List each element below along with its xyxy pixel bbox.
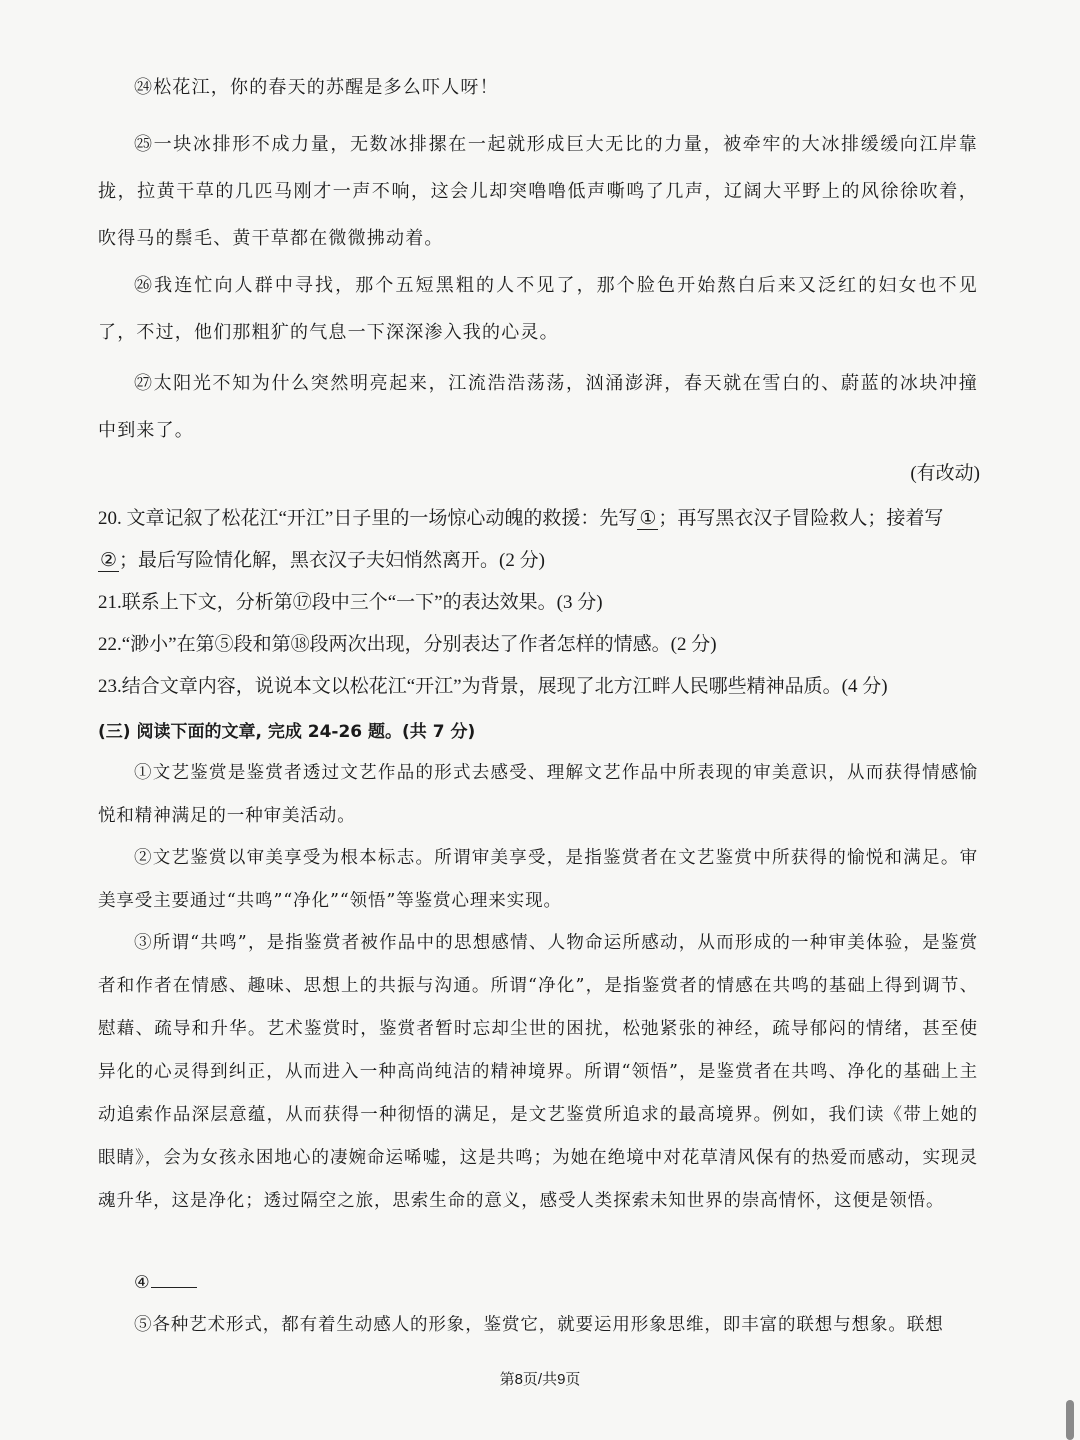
question-20-text-a: 20. 文章记叙了松花江“开江”日子里的一场惊心动魄的救援：先写	[98, 508, 638, 529]
question-22: 22.“渺小”在第⑤段和第⑱段两次出现，分别表达了作者怎样的情感。(2 分)	[98, 634, 717, 655]
scrollbar-thumb[interactable]	[1066, 1400, 1074, 1440]
answer-blank-1[interactable]: ①	[639, 508, 657, 529]
section-heading: (三) 阅读下面的文章, 完成 24-26 题。(共 7 分)	[98, 722, 476, 742]
paragraph-27: ㉗太阳光不知为什么突然明亮起来，江流浩浩荡荡，汹涌澎湃，春天就在雪白的、蔚蓝的冰块冲撞中到来了。	[98, 373, 978, 441]
essay-paragraph-4	[98, 1262, 978, 1305]
question-20-text-b: ；再写黑衣汉子冒险救人；接着写	[658, 508, 944, 529]
question-20-text-c: ；最后写险情化解，黑衣汉子夫妇悄然离开。(2 分)	[119, 550, 545, 571]
essay-paragraph-3: ③所谓“共鸣”，是指鉴赏者被作品中的思想感情、人物命运所感动，从而形成的一种审美体验，是鉴赏者和作者在情感、趣味、思想上的共振与沟通。所谓“净化”，是指鉴赏者的情感在共鸣的基础上得到调节、慰藉、疏导和升华。艺术鉴赏时，鉴赏者暂时忘却尘世的困扰，松弛紧张的神经，疏导郁闷的情绪，甚至使异化的心灵得到纠正，从而进入一种高尚纯洁的精神境界。所谓“领悟”，是鉴赏者在共鸣、净化的基础上主动追索作品深层意蕴，从而获得一种彻悟的满足，是文艺鉴赏所追求的最高境界。例如，我们读《带上她的眼睛》，会为女孩永困地心的凄婉命运唏嘘，这是共鸣；为她在绝境中对花草清风保有的热爱而感动，实现灵魂升华，这是净化；透过隔空之旅，思索生命的意义，感受人类探索未知世界的崇高情怀，这便是领悟。	[98, 933, 978, 1211]
question-20	[98, 498, 980, 582]
answer-blank-2[interactable]: ②	[100, 550, 118, 571]
paragraph-26: ㉖我连忙向人群中寻找，那个五短黑粗的人不见了，那个脸色开始熬白后来又泛红的妇女也不见了，不过，他们那粗犷的气息一下深深渗入我的心灵。	[98, 275, 978, 343]
revision-note: (有改动)	[910, 463, 980, 484]
essay-paragraph-5: ⑤各种艺术形式，都有着生动感人的形象，鉴赏它，就要运用形象思维，即丰富的联想与想象。联想	[134, 1315, 944, 1335]
page-number: 第8页/共9页	[499, 1371, 581, 1388]
paragraph-24: ㉔松花江，你的春天的苏醒是多么吓人呀！	[134, 77, 499, 98]
essay-paragraph-2: ②文艺鉴赏以审美享受为根本标志。所谓审美享受，是指鉴赏者在文艺鉴赏中所获得的愉悦和满足。审美享受主要通过“共鸣”“净化”“领悟”等鉴赏心理来实现。	[98, 848, 978, 911]
paragraph-4-blank[interactable]	[151, 1269, 197, 1288]
question-21: 21.联系上下文，分析第⑰段中三个“一下”的表达效果。(3 分)	[98, 592, 603, 613]
question-23: 23.结合文章内容，说说本文以松花江“开江”为背景，展现了北方江畔人民哪些精神品质。(4 分)	[98, 676, 888, 697]
essay-paragraph-1: ①文艺鉴赏是鉴赏者透过文艺作品的形式去感受、理解文艺作品中所表现的审美意识，从而获得情感愉悦和精神满足的一种审美活动。	[98, 763, 978, 826]
paragraph-4-number: ④	[134, 1273, 151, 1293]
paragraph-25: ㉕一块冰排形不成力量，无数冰排摞在一起就形成巨大无比的力量，被牵牢的大冰排缓缓向江岸靠拢，拉黄干草的几匹马刚才一声不响，这会儿却突噜噜低声嘶鸣了几声，辽阔大平野上的风徐徐吹着，吹得马的鬃毛、黄干草都在微微拂动着。	[98, 134, 978, 249]
